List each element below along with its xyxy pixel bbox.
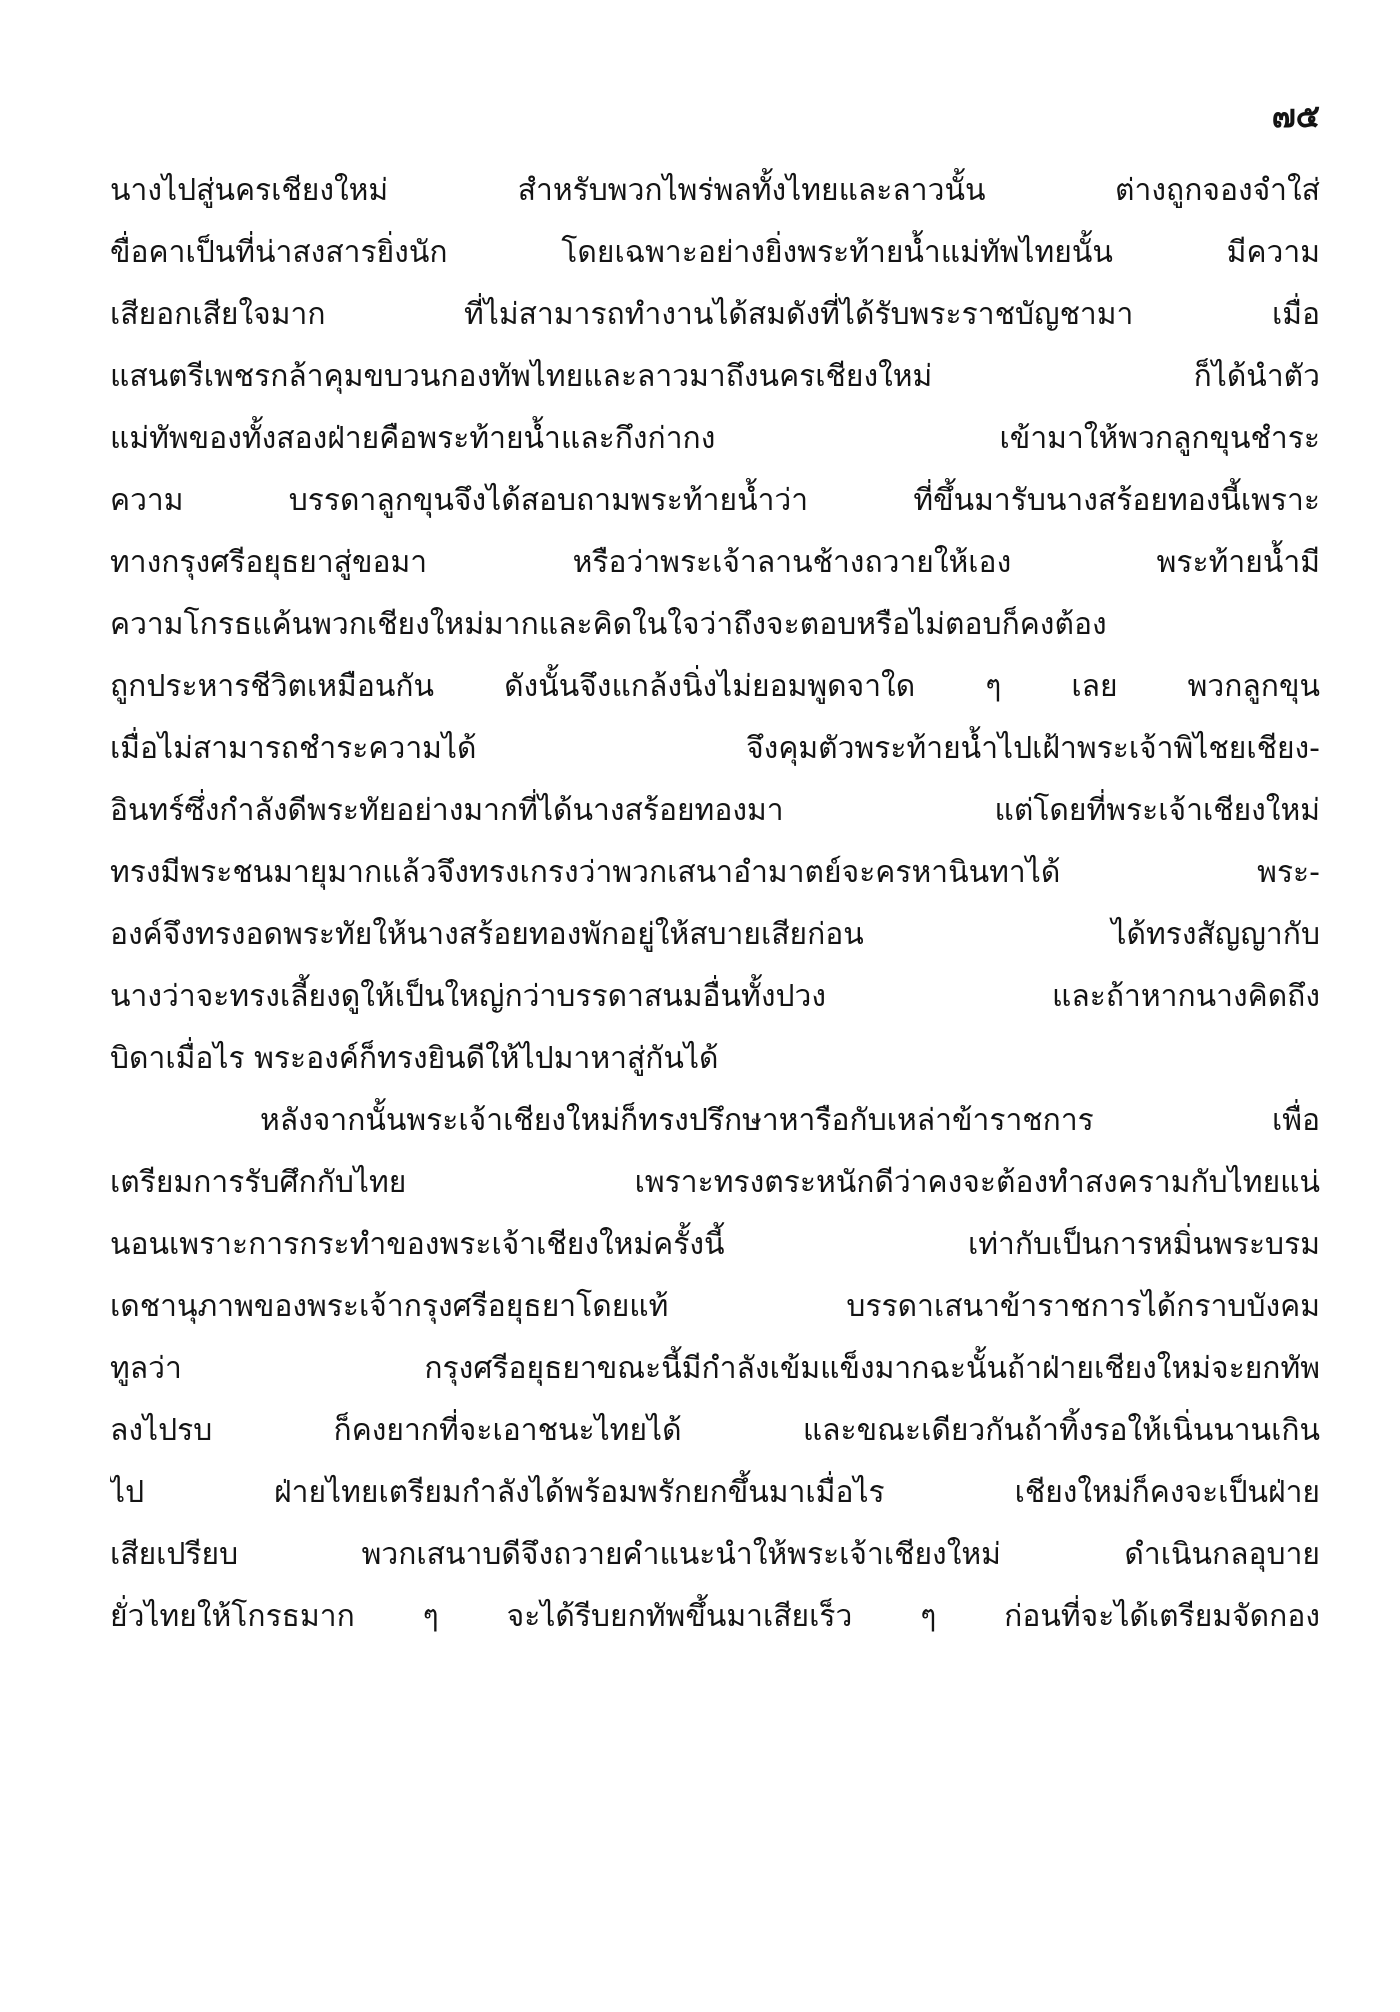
text-line: เมื่อไม่สามารถชำระความได้ จึงคุมตัวพระท้ายน้ำไปเฝ้าพระเจ้าพิไชยเชียง- [110, 731, 1320, 766]
text-line: นอนเพราะการกระทำของพระเจ้าเชียงใหม่ครั้งนี้ เท่ากับเป็นการหมิ่นพระบรม [110, 1227, 1320, 1262]
text-line: เตรียมการรับศึกกับไทย เพราะทรงตระหนักดีว่าคงจะต้องทำสงครามกับไทยแน่ [110, 1165, 1320, 1200]
text-line: ความโกรธแค้นพวกเชียงใหม่มากและคิดในใจว่าถึงจะตอบหรือไม่ตอบก็คงต้อง [110, 607, 1107, 642]
paragraph-start-line: หลังจากนั้นพระเจ้าเชียงใหม่ก็ทรงปรึกษาหารือกับเหล่าข้าราชการ เพื่อ [260, 1103, 1320, 1138]
paragraph-end-line: บิดาเมื่อไร พระองค์ก็ทรงยินดีให้ไปมาหาสู่กันได้ [110, 1041, 719, 1076]
text-line: องค์จึงทรงอดพระทัยให้นางสร้อยทองพักอยู่ให้สบายเสียก่อน ได้ทรงสัญญากับ [110, 917, 1320, 952]
text-line: แสนตรีเพชรกล้าคุมขบวนกองทัพไทยและลาวมาถึงนครเชียงใหม่ ก็ได้นำตัว [110, 359, 1320, 394]
text-line: นางว่าจะทรงเลี้ยงดูให้เป็นใหญ่กว่าบรรดาสนมอื่นทั้งปวง และถ้าหากนางคิดถึง [110, 979, 1320, 1014]
page-number: ๗๕ [1271, 97, 1320, 135]
text-line: ทูลว่า กรุงศรีอยุธยาขณะนี้มีกำลังเข้มแข็งมากฉะนั้นถ้าฝ่ายเชียงใหม่จะยกทัพ [110, 1351, 1320, 1386]
text-line: ทางกรุงศรีอยุธยาสู่ขอมา หรือว่าพระเจ้าลานช้างถวายให้เอง พระท้ายน้ำมี [110, 545, 1320, 580]
text-line: เสียเปรียบ พวกเสนาบดีจึงถวายคำแนะนำให้พระเจ้าเชียงใหม่ ดำเนินกลอุบาย [110, 1537, 1320, 1572]
text-line: ยั่วไทยให้โกรธมาก ๆ จะได้รีบยกทัพขึ้นมาเสียเร็ว ๆ ก่อนที่จะได้เตรียมจัดกอง [110, 1599, 1320, 1634]
text-line: อินทร์ซึ่งกำลังดีพระทัยอย่างมากที่ได้นางสร้อยทองมา แต่โดยที่พระเจ้าเชียงใหม่ [110, 793, 1320, 828]
text-line: เสียอกเสียใจมาก ที่ไม่สามารถทำงานได้สมดังที่ได้รับพระราชบัญชามา เมื่อ [110, 297, 1320, 332]
text-line: ไป ฝ่ายไทยเตรียมกำลังได้พร้อมพรักยกขึ้นมาเมื่อไร เชียงใหม่ก็คงจะเป็นฝ่าย [110, 1475, 1320, 1510]
text-line: ทรงมีพระชนมายุมากแล้วจึงทรงเกรงว่าพวกเสนาอำมาตย์จะครหานินทาได้ พระ- [110, 855, 1320, 890]
body-text [110, 160, 1320, 1648]
text-line: เดชานุภาพของพระเจ้ากรุงศรีอยุธยาโดยแท้ บรรดาเสนาข้าราชการได้กราบบังคม [110, 1289, 1320, 1324]
text-line: ถูกประหารชีวิตเหมือนกัน ดังนั้นจึงแกล้งนิ่งไม่ยอมพูดจาใด ๆ เลย พวกลูกขุน [110, 669, 1320, 704]
text-line: ความ บรรดาลูกขุนจึงได้สอบถามพระท้ายน้ำว่า ที่ขึ้นมารับนางสร้อยทองนี้เพราะ [110, 483, 1320, 518]
text-line: แม่ทัพของทั้งสองฝ่ายคือพระท้ายน้ำและกึงก่ากง เข้ามาให้พวกลูกขุนชำระ [110, 421, 1320, 456]
text-line: ลงไปรบ ก็คงยากที่จะเอาชนะไทยได้ และขณะเดียวกันถ้าทิ้งรอให้เนิ่นนานเกิน [110, 1413, 1320, 1448]
text-line: นางไปสู่นครเชียงใหม่ สำหรับพวกไพร่พลทั้งไทยและลาวนั้น ต่างถูกจองจำใส่ [110, 173, 1320, 208]
text-line: ขื่อคาเป็นที่น่าสงสารยิ่งนัก โดยเฉพาะอย่างยิ่งพระท้ายน้ำแม่ทัพไทยนั้น มีความ [110, 235, 1320, 270]
